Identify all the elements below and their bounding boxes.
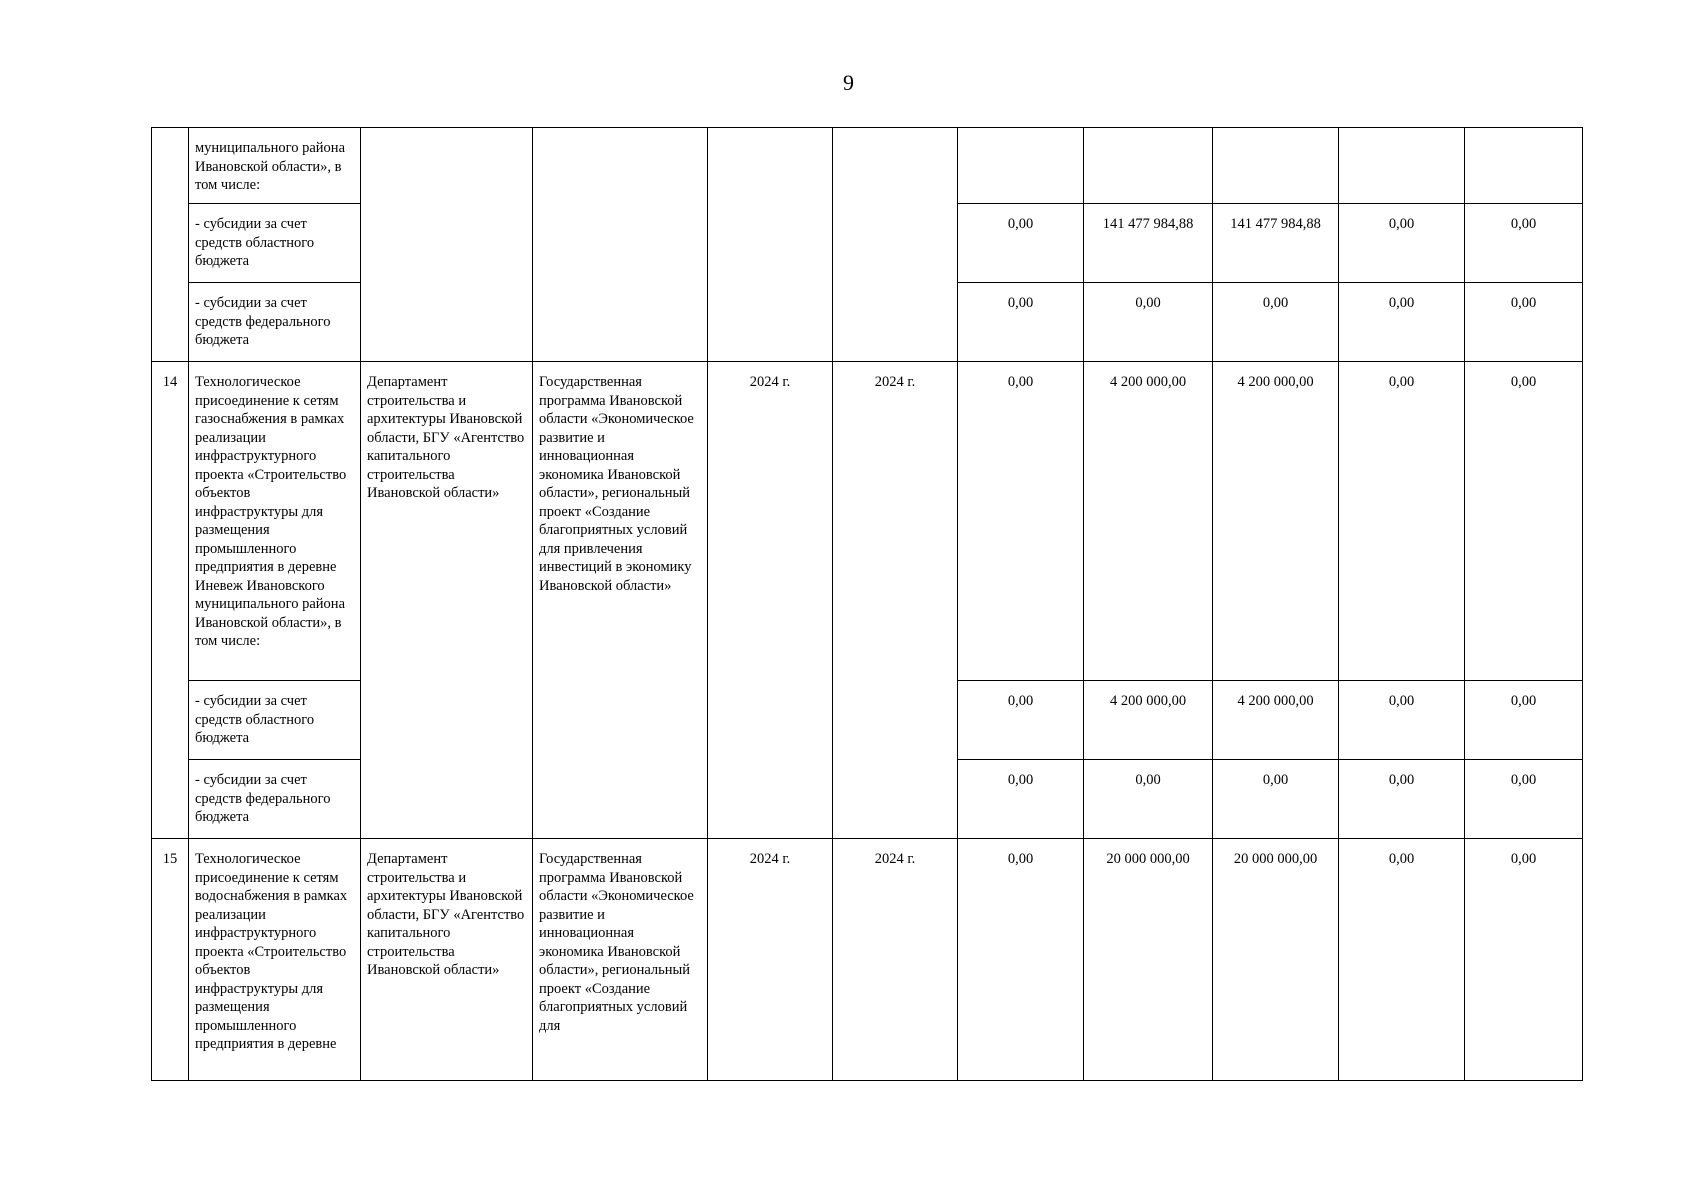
amount-cell: 4 200 000,00 [1213,681,1339,760]
table-row [152,839,1583,1081]
program-cell: Государственная программа Ивановской области «Экономическое развитие и инновационная экономика Ивановской области», региональный проект «Создание благоприятных условий для [533,839,708,1081]
amount-cell: 0,00 [1339,681,1465,760]
amount-cell: 0,00 [1465,760,1583,839]
amount-cell: 0,00 [958,760,1084,839]
amount-cell: 0,00 [1465,839,1583,1081]
amount-cell: 20 000 000,00 [1084,839,1213,1081]
row-number: 14 [152,362,189,839]
amount-cell: 4 200 000,00 [1084,681,1213,760]
amount-cell [1465,128,1583,204]
amount-cell [958,128,1084,204]
amount-cell [1084,128,1213,204]
page-number: 9 [843,70,854,95]
amount-cell: 0,00 [958,839,1084,1081]
amount-cell: 0,00 [1465,362,1583,681]
table-row [152,362,1583,681]
executor-cell: Департамент строительства и архитектуры Ивановской области, БГУ «Агентство капитального строительства Ивановской области» [361,839,533,1081]
amount-cell: 141 477 984,88 [1213,204,1339,283]
amount-cell: 0,00 [1339,760,1465,839]
amount-cell: 0,00 [1465,681,1583,760]
amount-cell [1213,128,1339,204]
amount-cell: 0,00 [1339,204,1465,283]
amount-cell: 0,00 [1339,362,1465,681]
amount-cell: 0,00 [958,283,1084,362]
measure-name: Технологическое присоединение к сетям водоснабжения в рамках реализации инфраструктурного проекта «Строительство объектов инфраструктуры для размещения промышленного предприятия в деревне [189,839,361,1081]
amount-cell: 0,00 [1213,760,1339,839]
end-year-cell: 2024 г. [833,839,958,1081]
amount-cell: 0,00 [1213,283,1339,362]
amount-cell: 4 200 000,00 [1213,362,1339,681]
subsidy-name: - субсидии за счет средств областного бюджета [189,204,361,283]
amount-cell: 141 477 984,88 [1084,204,1213,283]
executor-cell: Департамент строительства и архитектуры Ивановской области, БГУ «Агентство капитального строительства Ивановской области» [361,362,533,839]
program-cell [533,128,708,362]
end-year-cell [833,128,958,362]
table-row [152,128,1583,204]
amount-cell: 0,00 [1084,760,1213,839]
amount-cell [1339,128,1465,204]
budget-table [151,127,1583,1081]
amount-cell: 0,00 [1465,204,1583,283]
amount-cell: 4 200 000,00 [1084,362,1213,681]
executor-cell [361,128,533,362]
measure-name: муниципального района Ивановской области», в том числе: [189,128,361,204]
amount-cell: 0,00 [958,362,1084,681]
amount-cell: 0,00 [958,204,1084,283]
amount-cell: 0,00 [1084,283,1213,362]
subsidy-name: - субсидии за счет средств федерального бюджета [189,760,361,839]
amount-cell: 0,00 [958,681,1084,760]
subsidy-name: - субсидии за счет средств федерального бюджета [189,283,361,362]
row-number: 15 [152,839,189,1081]
amount-cell: 20 000 000,00 [1213,839,1339,1081]
start-year-cell [708,128,833,362]
start-year-cell: 2024 г. [708,839,833,1081]
amount-cell: 0,00 [1339,839,1465,1081]
end-year-cell: 2024 г. [833,362,958,839]
measure-name: Технологическое присоединение к сетям газоснабжения в рамках реализации инфраструктурного проекта «Строительство объектов инфраструктуры для размещения промышленного предприятия в деревне Иневеж Ивановского муниципального района Ивановской области», в том числе: [189,362,361,681]
subsidy-name: - субсидии за счет средств областного бюджета [189,681,361,760]
amount-cell: 0,00 [1339,283,1465,362]
program-cell: Государственная программа Ивановской области «Экономическое развитие и инновационная экономика Ивановской области», региональный проект «Создание благоприятных условий для привлечения инвестиций в экономику Ивановской области» [533,362,708,839]
start-year-cell: 2024 г. [708,362,833,839]
amount-cell: 0,00 [1465,283,1583,362]
row-number [152,128,189,362]
